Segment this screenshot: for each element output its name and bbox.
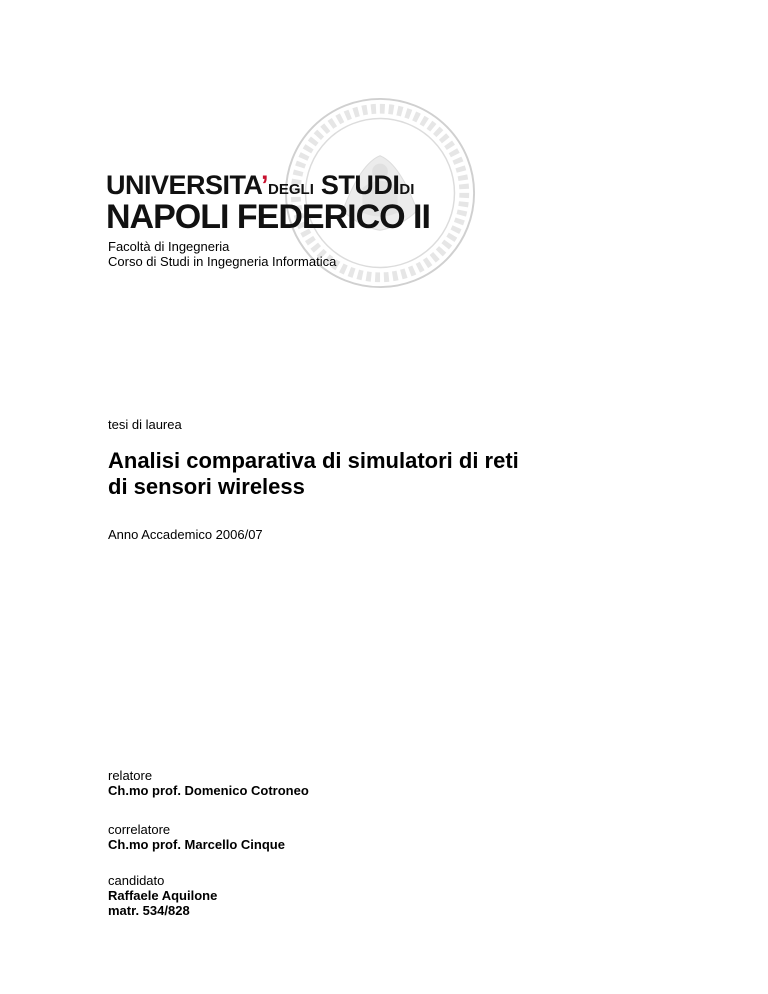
candidato-name: Raffaele Aquilone — [108, 888, 218, 903]
thesis-title — [108, 448, 519, 500]
academic-year: Anno Accademico 2006/07 — [108, 527, 263, 542]
logo-universita: UNIVERSITA — [106, 170, 262, 200]
correlatore-name: Ch.mo prof. Marcello Cinque — [108, 837, 285, 852]
thesis-title-line-1: Analisi comparativa di simulatori di reti — [108, 448, 519, 473]
relatore-label: relatore — [108, 768, 153, 783]
relatore-block — [108, 768, 309, 798]
logo-studi: STUDI — [313, 170, 400, 200]
faculty-block — [108, 239, 336, 269]
thesis-title-line-2: di sensori wireless — [108, 474, 305, 499]
thesis-type-label: tesi di laurea — [108, 417, 182, 432]
logo-apostrophe: ’ — [261, 170, 269, 200]
logo-napoli-federico: NAPOLI FEDERICO II — [106, 198, 430, 236]
candidato-block — [108, 873, 217, 918]
faculty-name: Facoltà di Ingegneria — [108, 239, 230, 254]
logo-di: DI — [399, 181, 415, 198]
candidato-label: candidato — [108, 873, 165, 888]
correlatore-block — [108, 822, 285, 852]
university-logo — [106, 172, 430, 234]
course-name: Corso di Studi in Ingegneria Informatica — [108, 254, 337, 269]
candidato-matricola: matr. 534/828 — [108, 903, 190, 918]
logo-line-1 — [106, 172, 430, 199]
logo-degli: DEGLI — [268, 181, 314, 198]
relatore-name: Ch.mo prof. Domenico Cotroneo — [108, 783, 309, 798]
correlatore-label: correlatore — [108, 822, 171, 837]
